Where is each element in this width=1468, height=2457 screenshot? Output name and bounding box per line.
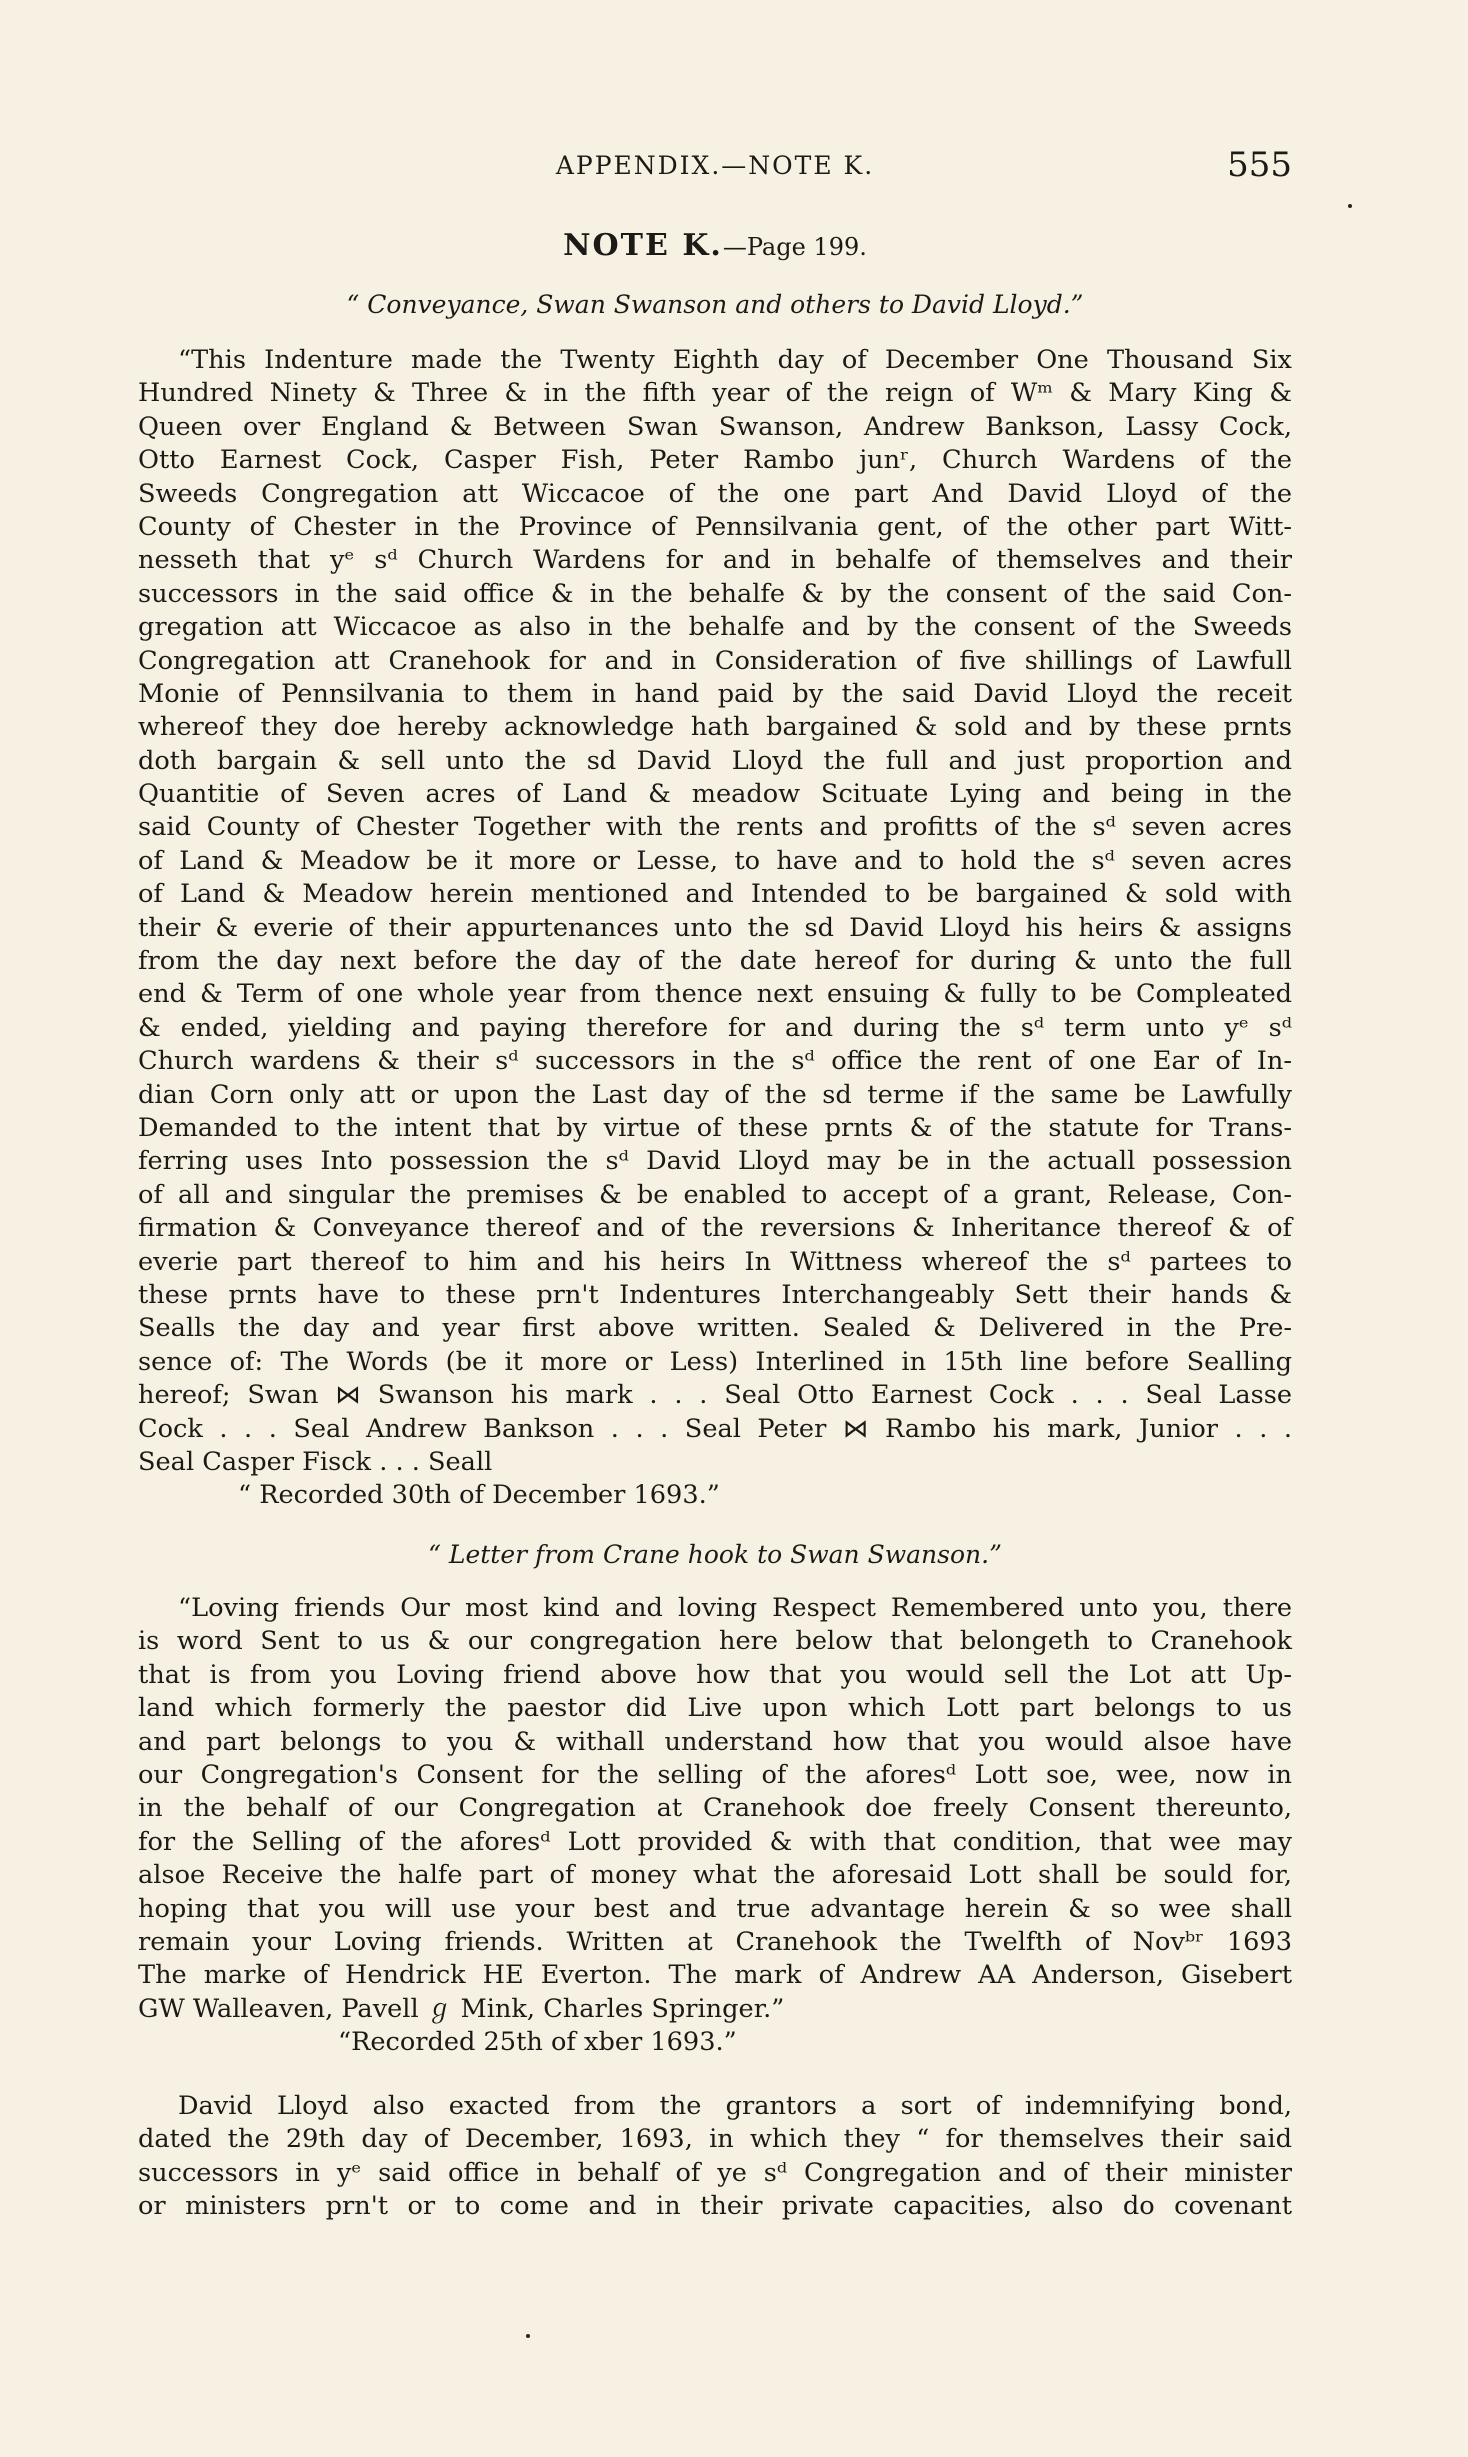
text-line: Monie of Pennsilvania to them in hand paid by the said David Lloyd the receit bbox=[138, 678, 1292, 709]
text-line: for the Selling of the aforesᵈ Lott provided & with that condition, that wee may bbox=[138, 1826, 1292, 1857]
note-page-reference: —Page 199. bbox=[722, 233, 867, 261]
text-line: successors in yᵉ said office in behalf of ye sᵈ Congregation and of their minister bbox=[138, 2157, 1292, 2188]
recorded-note: “ Recorded 30th of December 1693.” bbox=[238, 1480, 720, 1511]
text-line: of Land & Meadow be it more or Lesse, to have and to hold the sᵈ seven acres bbox=[138, 845, 1292, 876]
text-line: Church wardens & their sᵈ successors in the sᵈ office the rent of one Ear of In- bbox=[138, 1046, 1292, 1077]
text-line: these prnts have to these prn't Indentures Interchangeably Sett their hands & bbox=[138, 1279, 1292, 1310]
print-speck bbox=[526, 2334, 530, 2338]
page-number: 555 bbox=[1227, 145, 1292, 185]
text-line: Seal Casper Fisck . . . Seall bbox=[138, 1446, 493, 1477]
text-line: Queen over England & Between Swan Swanson, Andrew Bankson, Lassy Cock, bbox=[138, 411, 1292, 442]
section-heading-letter: “ Letter from Crane hook to Swan Swanson.” bbox=[428, 1540, 1002, 1569]
text-line: “This Indenture made the Twenty Eighth day of December One Thousand Six bbox=[178, 345, 1292, 375]
letter-text bbox=[138, 1592, 1292, 2059]
text-line: “Loving friends Our most kind and loving Respect Remembered unto you, there bbox=[178, 1593, 1292, 1623]
conveyance-text bbox=[138, 344, 1292, 1513]
text-line: or ministers prn't or to come and in their private capacities, also do covenant bbox=[138, 2191, 1292, 2222]
text-line: end & Term of one whole year from thence next ensuing & fully to be Compleated bbox=[138, 979, 1292, 1010]
text-line: hereof; Swan ⋈ Swanson his mark . . . Seal Otto Earnest Cock . . . Seal Lasse bbox=[138, 1380, 1292, 1411]
closing-paragraph bbox=[138, 2090, 1292, 2224]
text-line: whereof they doe hereby acknowledge hath bargained & sold and by these prnts bbox=[138, 712, 1292, 743]
note-heading bbox=[138, 228, 1292, 263]
text-line: our Congregation's Consent for the selling of the aforesᵈ Lott soe, wee, now in bbox=[138, 1759, 1292, 1790]
text-line: successors in the said office & in the behalfe & by the consent of the said Con- bbox=[138, 578, 1292, 609]
text-line: gregation att Wiccacoe as also in the behalfe and by the consent of the Sweeds bbox=[138, 612, 1292, 643]
text-line: from the day next before the day of the date hereof for during & unto the full bbox=[138, 946, 1292, 977]
text-line: everie part thereof to him and his heirs In Wittness whereof the sᵈ partees to bbox=[138, 1246, 1292, 1277]
text-line: David Lloyd also exacted from the grantors a sort of indemnifying bond, bbox=[178, 2091, 1292, 2121]
section-heading-conveyance: “ Conveyance, Swan Swanson and others to David Lloyd.” bbox=[346, 290, 1084, 319]
text-line: Sweeds Congregation att Wiccacoe of the one part And David Lloyd of the bbox=[138, 478, 1292, 509]
text-line: ferring uses Into possession the sᵈ David Lloyd may be in the actuall possession bbox=[138, 1146, 1292, 1177]
text-line: Demanded to the intent that by virtue of these prnts & of the statute for Trans- bbox=[138, 1112, 1292, 1143]
running-head bbox=[138, 145, 1292, 189]
text-line: in the behalf of our Congregation at Cranehook doe freely Consent thereunto, bbox=[138, 1793, 1292, 1824]
text-line: Hundred Ninety & Three & in the fifth year of the reign of Wᵐ & Mary King & bbox=[138, 378, 1292, 409]
text-line: doth bargain & sell unto the sd David Lloyd the full and just proportion and bbox=[138, 745, 1292, 776]
text-line: Otto Earnest Cock, Casper Fish, Peter Rambo junʳ, Church Wardens of the bbox=[138, 445, 1292, 476]
text-line: that is from you Loving friend above how that you would sell the Lot att Up- bbox=[138, 1659, 1292, 1690]
running-title: APPENDIX.—NOTE K. bbox=[555, 151, 875, 180]
text-line: The marke of Hendrick HE Everton. The mark of Andrew AA Anderson, Gisebert bbox=[138, 1960, 1292, 1991]
text-line: GW Walleaven, Pavell ℊ Mink, Charles Springer.” bbox=[138, 1993, 785, 2024]
text-line: Quantitie of Seven acres of Land & meadow Scituate Lying and being in the bbox=[138, 779, 1292, 810]
note-title: NOTE K. bbox=[563, 228, 723, 263]
text-line: alsoe Receive the halfe part of money what the aforesaid Lott shall be sould for, bbox=[138, 1860, 1292, 1891]
text-line: Congregation att Cranehook for and in Consideration of five shillings of Lawfull bbox=[138, 645, 1292, 676]
text-line: hoping that you will use your best and true advantage herein & so wee shall bbox=[138, 1893, 1292, 1924]
text-line: of Land & Meadow herein mentioned and Intended to be bargained & sold with bbox=[138, 879, 1292, 910]
text-line: firmation & Conveyance thereof and of the reversions & Inheritance thereof & of bbox=[138, 1213, 1292, 1244]
text-line: sence of: The Words (be it more or Less) Interlined in 15th line before Sealling bbox=[138, 1346, 1292, 1377]
text-line: dated the 29th day of December, 1693, in which they “ for themselves their said bbox=[138, 2124, 1292, 2155]
text-line: land which formerly the paestor did Live upon which Lott part belongs to us bbox=[138, 1693, 1292, 1724]
text-line: and part belongs to you & withall understand how that you would alsoe have bbox=[138, 1726, 1292, 1757]
print-speck bbox=[1348, 204, 1352, 208]
text-line: of all and singular the premises & be enabled to accept of a grant, Release, Con- bbox=[138, 1179, 1292, 1210]
text-line: said County of Chester Together with the rents and profitts of the sᵈ seven acres bbox=[138, 812, 1292, 843]
text-line: their & everie of their appurtenances unto the sd David Lloyd his heirs & assigns bbox=[138, 912, 1292, 943]
text-line: Cock . . . Seal Andrew Bankson . . . Seal Peter ⋈ Rambo his mark, Junior . . . bbox=[138, 1413, 1292, 1444]
text-line: Sealls the day and year first above written. Sealed & Delivered in the Pre- bbox=[138, 1313, 1292, 1344]
text-line: is word Sent to us & our congregation here below that belongeth to Cranehook bbox=[138, 1626, 1292, 1657]
text-line: & ended, yielding and paying therefore for and during the sᵈ term unto yᵉ sᵈ bbox=[138, 1012, 1292, 1043]
text-line: nesseth that yᵉ sᵈ Church Wardens for and in behalfe of themselves and their bbox=[138, 545, 1292, 576]
text-line: dian Corn only att or upon the Last day of the sd terme if the same be Lawfully bbox=[138, 1079, 1292, 1110]
text-line: County of Chester in the Province of Pennsilvania gent, of the other part Witt- bbox=[138, 511, 1292, 542]
text-line: remain your Loving friends. Written at Cranehook the Twelfth of Novᵇʳ 1693 bbox=[138, 1926, 1292, 1957]
recorded-note: “Recorded 25th of xber 1693.” bbox=[338, 2027, 737, 2058]
